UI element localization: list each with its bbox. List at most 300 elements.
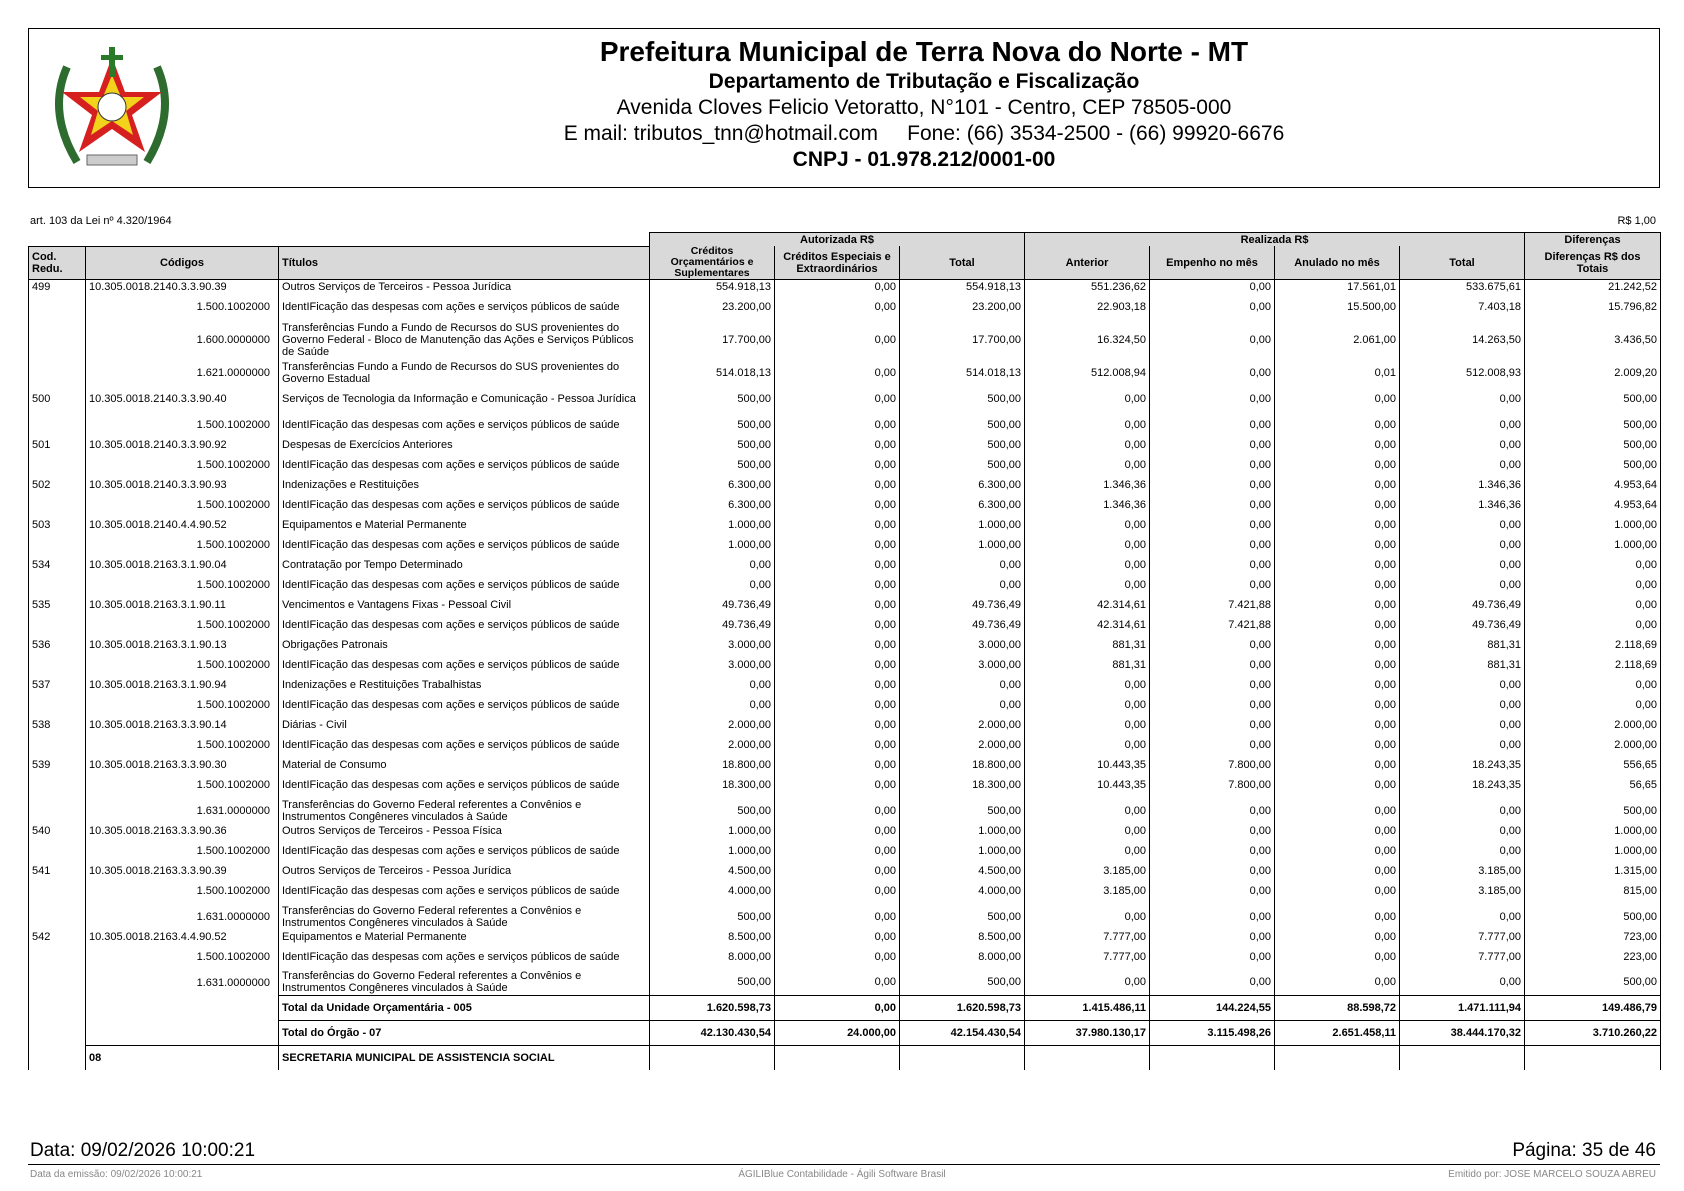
table-row	[29, 572, 1661, 598]
cell-anulado: 0,00	[1275, 412, 1400, 438]
cell-creditos-orc: 554.918,13	[650, 280, 775, 294]
cell-anterior: 0,00	[1025, 438, 1150, 452]
cell-diferencas: 3.436,50	[1525, 320, 1661, 360]
cell-creditos-esp: 0,00	[775, 360, 900, 386]
table-row	[29, 878, 1661, 904]
cell-anulado: 0,00	[1275, 558, 1400, 572]
cell-total-autorizada: 500,00	[900, 798, 1025, 824]
cell-total-realizada: 881,31	[1400, 638, 1525, 652]
cell-cod-redu: 539	[29, 758, 86, 772]
cell-cod-redu: 500	[29, 386, 86, 412]
col-creditos-orc: Créditos Orçamentários e Suplementares	[650, 246, 775, 280]
table-row	[29, 970, 1661, 996]
cell-codigo: 1.500.1002000	[86, 878, 279, 904]
table-row	[29, 718, 1661, 732]
footer-software: ÁGILIBlue Contabilidade - Ágili Software Brasil	[738, 1169, 946, 1180]
cell-diferencas: 723,00	[1525, 930, 1661, 944]
cell-empty	[1150, 1046, 1275, 1071]
cell-diferencas: 500,00	[1525, 412, 1661, 438]
cell-codigo: 10.305.0018.2163.3.3.90.36	[86, 824, 279, 838]
total-creditos-esp: 0,00	[775, 996, 900, 1021]
cell-total-autorizada: 500,00	[900, 452, 1025, 478]
cell-creditos-orc: 0,00	[650, 678, 775, 692]
section-code: 08	[86, 1046, 279, 1071]
cell-anterior: 1.346,36	[1025, 478, 1150, 492]
cell-diferencas: 0,00	[1525, 558, 1661, 572]
cell-empenho: 0,00	[1150, 904, 1275, 930]
cell-diferencas: 2.000,00	[1525, 718, 1661, 732]
cell-total-realizada: 18.243,35	[1400, 758, 1525, 772]
cell-total-realizada: 533.675,61	[1400, 280, 1525, 294]
cell-codigo: 1.500.1002000	[86, 652, 279, 678]
cell-anulado: 0,00	[1275, 838, 1400, 864]
letterhead	[28, 28, 1660, 188]
cell-total-autorizada: 500,00	[900, 412, 1025, 438]
table-row	[29, 478, 1661, 492]
cell-creditos-orc: 8.500,00	[650, 930, 775, 944]
cell-total-autorizada: 8.500,00	[900, 930, 1025, 944]
cell-diferencas: 4.953,64	[1525, 492, 1661, 518]
cell-creditos-esp: 0,00	[775, 878, 900, 904]
cell-empenho: 0,00	[1150, 478, 1275, 492]
cell-empenho: 0,00	[1150, 824, 1275, 838]
cell-creditos-orc: 3.000,00	[650, 652, 775, 678]
col-total-autorizada: Total	[900, 246, 1025, 280]
total-label: Total do Órgão - 07	[279, 1021, 650, 1046]
cell-creditos-orc: 1.000,00	[650, 838, 775, 864]
cell-anterior: 0,00	[1025, 732, 1150, 758]
group-diferencas: Diferenças	[1525, 233, 1661, 247]
cell-anterior: 0,00	[1025, 718, 1150, 732]
total-empenho: 3.115.498,26	[1150, 1021, 1275, 1046]
cell-diferencas: 2.118,69	[1525, 652, 1661, 678]
cell-total-autorizada: 3.000,00	[900, 652, 1025, 678]
col-total-realizada: Total	[1400, 246, 1525, 280]
cell-creditos-esp: 0,00	[775, 772, 900, 798]
cell-cod-redu	[29, 878, 86, 904]
cell-cod-redu	[29, 492, 86, 518]
cell-creditos-orc: 500,00	[650, 970, 775, 996]
table-row	[29, 772, 1661, 798]
cell-anterior: 22.903,18	[1025, 294, 1150, 320]
cell-codigo: 1.600.0000000	[86, 320, 279, 360]
total-total-autorizada: 42.154.430,54	[900, 1021, 1025, 1046]
cell-creditos-orc: 500,00	[650, 798, 775, 824]
cell-total-realizada: 0,00	[1400, 572, 1525, 598]
cell-total-autorizada: 1.000,00	[900, 532, 1025, 558]
cell-codigo: 1.631.0000000	[86, 798, 279, 824]
cell-codigo: 10.305.0018.2140.3.3.90.93	[86, 478, 279, 492]
total-anulado: 2.651.458,11	[1275, 1021, 1400, 1046]
cell-creditos-esp: 0,00	[775, 598, 900, 612]
cell-empenho: 0,00	[1150, 438, 1275, 452]
cell-cod-redu	[29, 652, 86, 678]
cell-empenho: 0,00	[1150, 652, 1275, 678]
cell-anterior: 0,00	[1025, 824, 1150, 838]
cell-creditos-esp: 0,00	[775, 412, 900, 438]
cell-anulado: 0,00	[1275, 718, 1400, 732]
cell-creditos-esp: 0,00	[775, 558, 900, 572]
cell-cod-redu: 537	[29, 678, 86, 692]
cell-total-realizada: 0,00	[1400, 824, 1525, 838]
cell-total-autorizada: 500,00	[900, 386, 1025, 412]
cell-titulo: Transferências do Governo Federal referentes a Convênios e Instrumentos Congêneres vinculados à Saúde	[279, 798, 650, 824]
cell-codigo: 10.305.0018.2163.3.1.90.11	[86, 598, 279, 612]
cell-cod-redu: 540	[29, 824, 86, 838]
header-column-row	[29, 246, 1661, 280]
cell-diferencas: 500,00	[1525, 452, 1661, 478]
table-row	[29, 612, 1661, 638]
table-row	[29, 532, 1661, 558]
cell-empenho: 0,00	[1150, 294, 1275, 320]
cell-anulado: 0,00	[1275, 758, 1400, 772]
cell-total-autorizada: 0,00	[900, 678, 1025, 692]
total-diferencas: 149.486,79	[1525, 996, 1661, 1021]
table-row	[29, 280, 1661, 294]
cell-creditos-esp: 0,00	[775, 572, 900, 598]
table-body	[29, 280, 1661, 1071]
cell-codigo: 10.305.0018.2140.3.3.90.39	[86, 280, 279, 294]
cell-creditos-orc: 49.736,49	[650, 612, 775, 638]
cell-diferencas: 223,00	[1525, 944, 1661, 970]
cell-total-realizada: 1.346,36	[1400, 492, 1525, 518]
cell-total-autorizada: 3.000,00	[900, 638, 1025, 652]
cell-anulado: 0,00	[1275, 878, 1400, 904]
table-row	[29, 386, 1661, 412]
cell-empty	[775, 1046, 900, 1071]
cell-titulo: IdentIFicação das despesas com ações e serviços públicos de saúde	[279, 772, 650, 798]
cell-cod-redu	[29, 360, 86, 386]
cell-codigo: 10.305.0018.2163.4.4.90.52	[86, 930, 279, 944]
total-anulado: 88.598,72	[1275, 996, 1400, 1021]
header-group-row	[29, 233, 1661, 247]
cell-titulo: Transferências Fundo a Fundo de Recursos do SUS provenientes do Governo Estadual	[279, 360, 650, 386]
cell-creditos-esp: 0,00	[775, 692, 900, 718]
cell-total-autorizada: 500,00	[900, 904, 1025, 930]
table-row	[29, 930, 1661, 944]
cell-diferencas: 1.000,00	[1525, 518, 1661, 532]
cell-titulo: Transferências Fundo a Fundo de Recursos do SUS provenientes do Governo Federal - Bloco de Manutenção das Ações e Serviços Públicos de Saúde	[279, 320, 650, 360]
cell-empenho: 0,00	[1150, 970, 1275, 996]
cell-creditos-esp: 0,00	[775, 930, 900, 944]
cell-codigo: 1.500.1002000	[86, 772, 279, 798]
cell-creditos-orc: 0,00	[650, 558, 775, 572]
cell-titulo: Transferências do Governo Federal referentes a Convênios e Instrumentos Congêneres vinculados à Saúde	[279, 970, 650, 996]
cell-anulado: 15.500,00	[1275, 294, 1400, 320]
cell-creditos-orc: 2.000,00	[650, 732, 775, 758]
cell-creditos-orc: 6.300,00	[650, 492, 775, 518]
cell-total-autorizada: 1.000,00	[900, 838, 1025, 864]
cell-creditos-esp: 0,00	[775, 612, 900, 638]
cell-diferencas: 1.315,00	[1525, 864, 1661, 878]
cell-empenho: 0,00	[1150, 558, 1275, 572]
cell-empty	[1400, 1046, 1525, 1071]
cell-codigo: 1.500.1002000	[86, 532, 279, 558]
cell-codigo: 1.500.1002000	[86, 452, 279, 478]
cell-codigo: 1.500.1002000	[86, 492, 279, 518]
table-row	[29, 838, 1661, 864]
footer-date: Data: 09/02/2026 10:00:21	[30, 1140, 256, 1161]
cell-cod-redu: 501	[29, 438, 86, 452]
cell-diferencas: 1.000,00	[1525, 838, 1661, 864]
cell-anulado: 0,00	[1275, 572, 1400, 598]
cell-creditos-orc: 1.000,00	[650, 518, 775, 532]
cell-empenho: 0,00	[1150, 864, 1275, 878]
cell-empty	[900, 1046, 1025, 1071]
cell-titulo: Equipamentos e Material Permanente	[279, 518, 650, 532]
footer-issued-by: Emitido por: JOSE MARCELO SOUZA ABREU	[1448, 1169, 1656, 1180]
cell-anterior: 0,00	[1025, 904, 1150, 930]
cell-empenho: 0,00	[1150, 838, 1275, 864]
currency-unit: R$ 1,00	[1617, 215, 1656, 227]
cell-cod-redu: 541	[29, 864, 86, 878]
cell-total-realizada: 0,00	[1400, 412, 1525, 438]
cell-titulo: Outros Serviços de Terceiros - Pessoa Jurídica	[279, 864, 650, 878]
cell-total-autorizada: 49.736,49	[900, 598, 1025, 612]
cell-codigo: 1.500.1002000	[86, 294, 279, 320]
cell-cod-redu	[29, 294, 86, 320]
cell-empty	[1025, 1046, 1150, 1071]
cell-empenho: 0,00	[1150, 518, 1275, 532]
cell-total-autorizada: 514.018,13	[900, 360, 1025, 386]
cell-codigo: 1.500.1002000	[86, 944, 279, 970]
cell-creditos-orc: 6.300,00	[650, 478, 775, 492]
cell-titulo: Indenizações e Restituições	[279, 478, 650, 492]
cell-empenho: 0,00	[1150, 718, 1275, 732]
cell-cod-redu	[29, 732, 86, 758]
total-total-realizada: 1.471.111,94	[1400, 996, 1525, 1021]
cell-creditos-orc: 500,00	[650, 412, 775, 438]
cell-anulado: 0,00	[1275, 612, 1400, 638]
cell-cod-redu	[29, 452, 86, 478]
cell-total-realizada: 0,00	[1400, 452, 1525, 478]
cell-total-realizada: 0,00	[1400, 692, 1525, 718]
cell-total-autorizada: 18.300,00	[900, 772, 1025, 798]
cell-total-realizada: 0,00	[1400, 386, 1525, 412]
cell-empenho: 0,00	[1150, 412, 1275, 438]
cell-diferencas: 500,00	[1525, 438, 1661, 452]
cell-total-autorizada: 0,00	[900, 692, 1025, 718]
cell-anulado: 0,00	[1275, 652, 1400, 678]
cell-creditos-esp: 0,00	[775, 718, 900, 732]
cell-anulado: 0,00	[1275, 532, 1400, 558]
cell-total-realizada: 18.243,35	[1400, 772, 1525, 798]
cell-empty	[650, 1046, 775, 1071]
cell-codigo: 1.631.0000000	[86, 970, 279, 996]
cell-anulado: 0,00	[1275, 798, 1400, 824]
cell-anterior: 0,00	[1025, 558, 1150, 572]
cell-anterior: 7.777,00	[1025, 930, 1150, 944]
cell-cod-redu	[29, 944, 86, 970]
total-label: Total da Unidade Orçamentária - 005	[279, 996, 650, 1021]
cell-anterior: 0,00	[1025, 412, 1150, 438]
cell-anterior: 0,00	[1025, 386, 1150, 412]
cell-total-realizada: 14.263,50	[1400, 320, 1525, 360]
cell-anulado: 17.561,01	[1275, 280, 1400, 294]
cell-anterior: 0,00	[1025, 838, 1150, 864]
cell-empenho: 0,00	[1150, 944, 1275, 970]
cell-titulo: IdentIFicação das despesas com ações e serviços públicos de saúde	[279, 294, 650, 320]
cell-titulo: IdentIFicação das despesas com ações e serviços públicos de saúde	[279, 838, 650, 864]
cell-total-autorizada: 17.700,00	[900, 320, 1025, 360]
table-row	[29, 904, 1661, 930]
cell-total-realizada: 7.777,00	[1400, 944, 1525, 970]
total-row	[29, 1021, 1661, 1046]
cell-total-realizada: 7.403,18	[1400, 294, 1525, 320]
cell-creditos-esp: 0,00	[775, 732, 900, 758]
cell-total-autorizada: 2.000,00	[900, 732, 1025, 758]
col-diferencas: Diferenças R$ dos Totais	[1525, 246, 1661, 280]
cell-titulo: Despesas de Exercícios Anteriores	[279, 438, 650, 452]
total-empenho: 144.224,55	[1150, 996, 1275, 1021]
cell-titulo: Serviços de Tecnologia da Informação e Comunicação - Pessoa Jurídica	[279, 386, 650, 412]
cell-creditos-esp: 0,00	[775, 638, 900, 652]
total-row	[29, 996, 1661, 1021]
total-diferencas: 3.710.260,22	[1525, 1021, 1661, 1046]
cell-diferencas: 2.000,00	[1525, 732, 1661, 758]
cell-titulo: IdentIFicação das despesas com ações e serviços públicos de saúde	[279, 452, 650, 478]
cell-titulo: IdentIFicação das despesas com ações e serviços públicos de saúde	[279, 692, 650, 718]
cell-codigo: 10.305.0018.2140.3.3.90.40	[86, 386, 279, 412]
cell-codigo: 1.500.1002000	[86, 692, 279, 718]
cell-total-realizada: 1.346,36	[1400, 478, 1525, 492]
cell-diferencas: 0,00	[1525, 678, 1661, 692]
cell-titulo: IdentIFicação das despesas com ações e serviços públicos de saúde	[279, 412, 650, 438]
cell-creditos-esp: 0,00	[775, 438, 900, 452]
cell-total-autorizada: 4.000,00	[900, 878, 1025, 904]
cell-total-realizada: 49.736,49	[1400, 612, 1525, 638]
table-row	[29, 438, 1661, 452]
cell-total-realizada: 0,00	[1400, 558, 1525, 572]
cell-titulo: Obrigações Patronais	[279, 638, 650, 652]
cell-total-realizada: 0,00	[1400, 438, 1525, 452]
cell-cod-redu: 534	[29, 558, 86, 572]
cell-titulo: Outros Serviços de Terceiros - Pessoa Jurídica	[279, 280, 650, 294]
cell-creditos-esp: 0,00	[775, 280, 900, 294]
total-creditos-orc: 42.130.430,54	[650, 1021, 775, 1046]
cell-diferencas: 0,00	[1525, 572, 1661, 598]
cell-cod-redu	[29, 970, 86, 996]
cell-creditos-orc: 1.000,00	[650, 824, 775, 838]
cell-anulado: 0,00	[1275, 930, 1400, 944]
cell-cod-redu: 502	[29, 478, 86, 492]
table-row	[29, 492, 1661, 518]
cell-codigo: 1.500.1002000	[86, 732, 279, 758]
cell-anterior: 10.443,35	[1025, 758, 1150, 772]
table-row	[29, 652, 1661, 678]
cell-empenho: 0,00	[1150, 572, 1275, 598]
cell-total-realizada: 0,00	[1400, 732, 1525, 758]
cell-total-realizada: 881,31	[1400, 652, 1525, 678]
cell-creditos-orc: 17.700,00	[650, 320, 775, 360]
cell-total-autorizada: 2.000,00	[900, 718, 1025, 732]
cell-empty	[29, 1021, 86, 1046]
cell-creditos-esp: 0,00	[775, 492, 900, 518]
header-cnpj: CNPJ - 01.978.212/0001-00	[792, 148, 1056, 172]
cell-titulo: Vencimentos e Vantagens Fixas - Pessoal Civil	[279, 598, 650, 612]
table-row	[29, 864, 1661, 878]
cell-anterior: 0,00	[1025, 798, 1150, 824]
cell-cod-redu	[29, 320, 86, 360]
cell-total-autorizada: 554.918,13	[900, 280, 1025, 294]
budget-table	[28, 232, 1661, 1070]
cell-creditos-orc: 500,00	[650, 438, 775, 452]
cell-creditos-esp: 0,00	[775, 478, 900, 492]
cell-anulado: 0,00	[1275, 492, 1400, 518]
table-row	[29, 678, 1661, 692]
cell-empenho: 7.800,00	[1150, 758, 1275, 772]
cell-titulo: IdentIFicação das despesas com ações e serviços públicos de saúde	[279, 652, 650, 678]
cell-empenho: 0,00	[1150, 732, 1275, 758]
cell-diferencas: 1.000,00	[1525, 824, 1661, 838]
cell-diferencas: 815,00	[1525, 878, 1661, 904]
municipal-crest-icon	[37, 37, 187, 182]
cell-empenho: 0,00	[1150, 452, 1275, 478]
cell-creditos-orc: 1.000,00	[650, 532, 775, 558]
cell-empty	[29, 996, 86, 1021]
cell-total-autorizada: 6.300,00	[900, 492, 1025, 518]
cell-empenho: 0,00	[1150, 320, 1275, 360]
total-anterior: 1.415.486,11	[1025, 996, 1150, 1021]
group-realizada: Realizada R$	[1025, 233, 1525, 247]
cell-creditos-orc: 500,00	[650, 452, 775, 478]
cell-empenho: 0,00	[1150, 532, 1275, 558]
cell-cod-redu	[29, 772, 86, 798]
cell-total-autorizada: 0,00	[900, 558, 1025, 572]
cell-anterior: 0,00	[1025, 572, 1150, 598]
cell-anterior: 512.008,94	[1025, 360, 1150, 386]
cell-diferencas: 0,00	[1525, 692, 1661, 718]
cell-anterior: 1.346,36	[1025, 492, 1150, 518]
cell-anterior: 0,00	[1025, 678, 1150, 692]
cell-creditos-esp: 0,00	[775, 864, 900, 878]
cell-anulado: 0,00	[1275, 692, 1400, 718]
cell-empenho: 0,00	[1150, 930, 1275, 944]
table-row	[29, 692, 1661, 718]
cell-diferencas: 56,65	[1525, 772, 1661, 798]
cell-codigo: 1.500.1002000	[86, 412, 279, 438]
cell-anulado: 0,00	[1275, 732, 1400, 758]
cell-codigo: 10.305.0018.2140.4.4.90.52	[86, 518, 279, 532]
cell-creditos-esp: 0,00	[775, 386, 900, 412]
cell-total-autorizada: 6.300,00	[900, 478, 1025, 492]
cell-titulo: IdentIFicação das despesas com ações e serviços públicos de saúde	[279, 732, 650, 758]
cell-titulo: IdentIFicação das despesas com ações e serviços públicos de saúde	[279, 532, 650, 558]
cell-codigo: 10.305.0018.2163.3.1.90.04	[86, 558, 279, 572]
cell-anulado: 2.061,00	[1275, 320, 1400, 360]
cell-anterior: 3.185,00	[1025, 878, 1150, 904]
cell-total-autorizada: 4.500,00	[900, 864, 1025, 878]
cell-titulo: Material de Consumo	[279, 758, 650, 772]
cell-total-realizada: 0,00	[1400, 718, 1525, 732]
cell-anterior: 551.236,62	[1025, 280, 1150, 294]
cell-titulo: Equipamentos e Material Permanente	[279, 930, 650, 944]
cell-anulado: 0,00	[1275, 772, 1400, 798]
total-creditos-orc: 1.620.598,73	[650, 996, 775, 1021]
footer-emission: Data da emissão: 09/02/2026 10:00:21	[30, 1169, 203, 1180]
cell-titulo: Contratação por Tempo Determinado	[279, 558, 650, 572]
cell-total-autorizada: 1.000,00	[900, 518, 1025, 532]
cell-titulo: IdentIFicação das despesas com ações e serviços públicos de saúde	[279, 492, 650, 518]
law-reference: art. 103 da Lei nº 4.320/1964	[30, 215, 172, 227]
cell-anterior: 0,00	[1025, 970, 1150, 996]
cell-creditos-orc: 49.736,49	[650, 598, 775, 612]
cell-titulo: Indenizações e Restituições Trabalhistas	[279, 678, 650, 692]
cell-total-autorizada: 500,00	[900, 438, 1025, 452]
cell-anterior: 881,31	[1025, 638, 1150, 652]
table-row	[29, 638, 1661, 652]
cell-titulo: IdentIFicação das despesas com ações e serviços públicos de saúde	[279, 878, 650, 904]
